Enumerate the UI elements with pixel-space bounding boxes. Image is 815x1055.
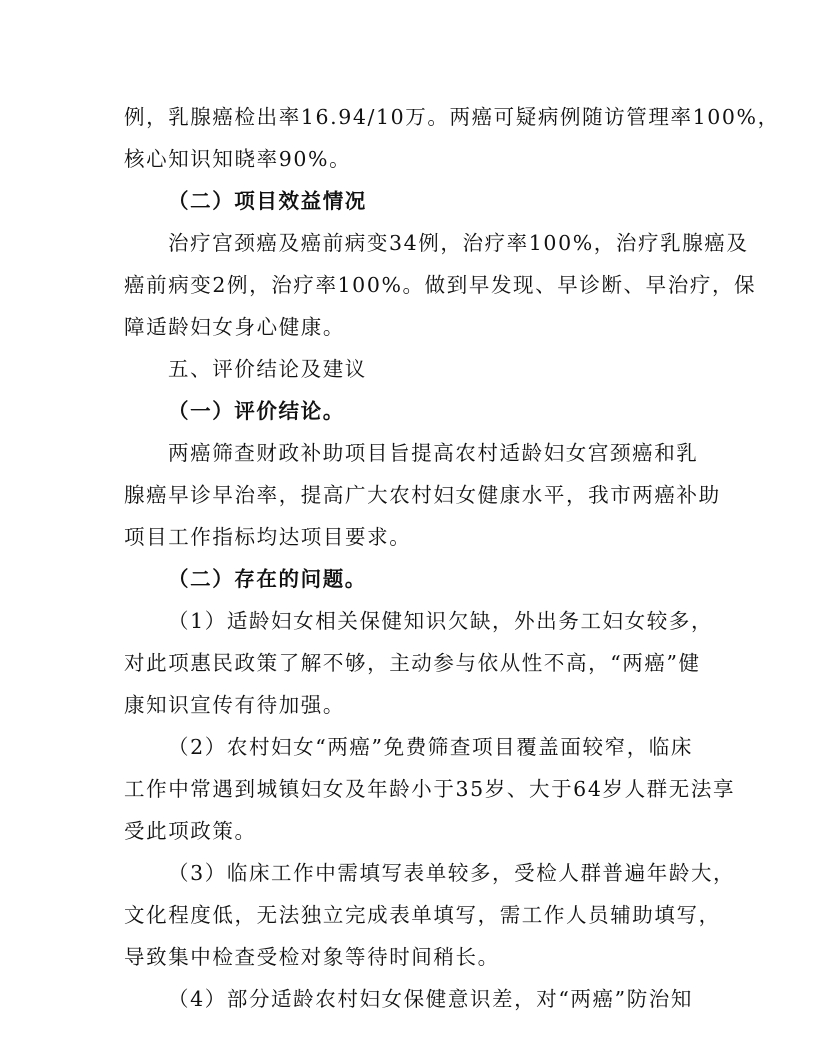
paragraph-line: 癌前病变2例，治疗率100%。做到早发现、早诊断、早治疗，保 [124,273,757,297]
paragraph-line: 治疗宫颈癌及癌前病变34例，治疗率100%，治疗乳腺癌及 [168,231,749,255]
paragraph-line: （2）农村妇女“两癌”免费筛查项目覆盖面较窄，临床 [168,735,694,759]
section-heading: （二）存在的问题。 [168,567,367,591]
paragraph-line: 腺癌早诊早治率，提高广大农村妇女健康水平，我市两癌补助 [124,483,721,507]
paragraph-line: （3）临床工作中需填写表单较多，受检人群普遍年龄大， [168,861,736,885]
paragraph-line: 对此项惠民政策了解不够，主动参与依从性不高，“两癌”健 [124,651,701,675]
paragraph-line: （4）部分适龄农村妇女保健意识差，对“两癌”防治知 [168,987,694,1011]
paragraph-line: 障适龄妇女身心健康。 [124,315,345,339]
section-heading: （二）项目效益情况 [168,189,367,213]
paragraph-line: 项目工作指标均达项目要求。 [124,525,412,549]
paragraph-line: 工作中常遇到城镇妇女及年龄小于35岁、大于64岁人群无法享 [124,777,736,801]
paragraph-line: （1）适龄妇女相关保健知识欠缺，外出务工妇女较多， [168,609,714,633]
paragraph-line: 受此项政策。 [124,819,257,843]
paragraph-line: 文化程度低，无法独立完成表单填写，需工作人员辅助填写， [124,903,721,927]
chapter-heading: 五、评价结论及建议 [168,357,367,381]
paragraph-line: 例，乳腺癌检出率16.94/10万。两癌可疑病例随访管理率100%， [124,105,780,129]
paragraph-line: 导致集中检查受检对象等待时间稍长。 [124,945,500,969]
paragraph-line: 康知识宣传有待加强。 [124,693,345,717]
section-heading: （一）评价结论。 [168,399,345,423]
paragraph-line: 两癌筛查财政补助项目旨提高农村适龄妇女宫颈癌和乳 [168,441,699,465]
paragraph-line: 核心知识知晓率90%。 [124,147,352,171]
